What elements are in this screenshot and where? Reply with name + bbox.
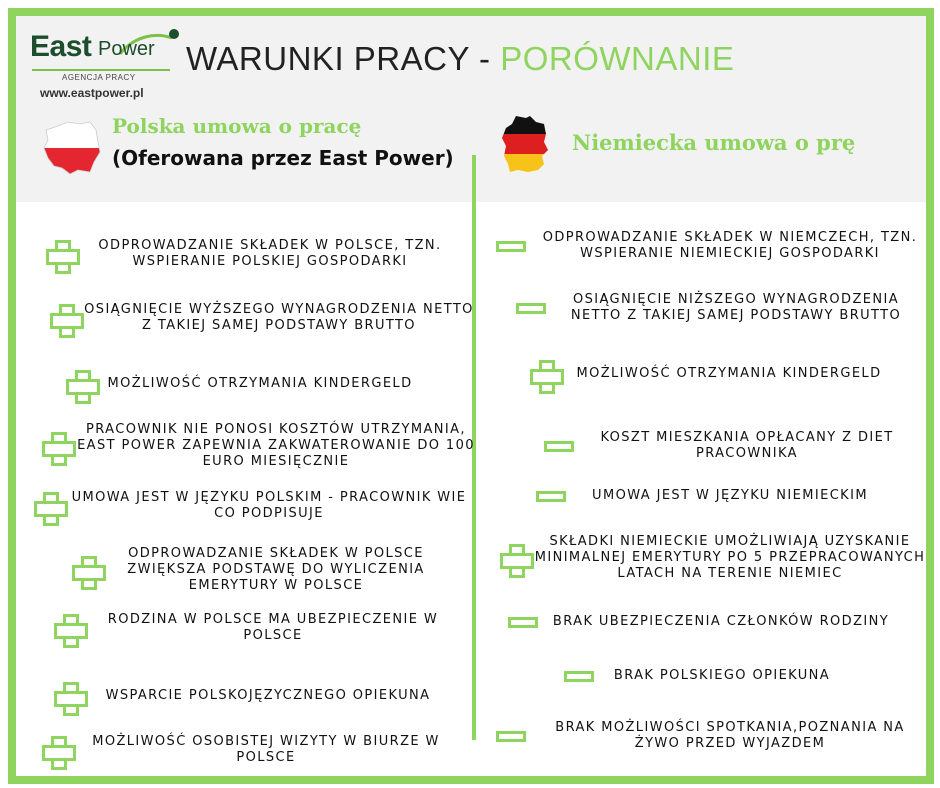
plus-icon — [530, 360, 558, 388]
german-item-text: SKŁADKI NIEMIECKIE UMOŻLIWIAJĄ UZYSKANIE MINIMALNEJ EMERYTURY PO 5 PRZEPRACOWANYCH LATACH NA TERENIE NIEMIEC — [534, 534, 926, 581]
polish-item — [66, 370, 420, 398]
polish-item — [50, 302, 474, 334]
polish-title: Polska umowa o pracę — [112, 114, 362, 138]
german-item-text: ODPROWADZANIE SKŁADEK W NIEMCZECH, TZN. WSPIERANIE NIEMIECKIEJ GOSPODARKI — [542, 230, 918, 261]
plus-icon — [34, 492, 62, 520]
german-item-text: UMOWA JEST W JĘZYKU NIEMIECKIM — [592, 488, 868, 503]
plus-icon — [66, 370, 94, 398]
polish-item — [34, 490, 470, 522]
polish-item-text: MOŻLIWOŚĆ OSOBISTEJ WIZYTY W BIURZE W POLSCE — [92, 734, 440, 765]
minus-icon — [508, 617, 538, 628]
minus-icon — [496, 241, 526, 252]
polish-item-text: ODPROWADZANIE SKŁADEK W POLSCE ZWIĘKSZA PODSTAWĘ DO WYLICZENIA EMERYTURY W POLSCE — [127, 546, 425, 593]
german-item — [530, 360, 894, 388]
polish-item — [72, 546, 446, 594]
minus-icon — [544, 441, 574, 452]
plus-icon — [72, 556, 100, 584]
logo-agency: AGENCJA PRACY — [62, 73, 136, 82]
german-item-text: BRAK UBEZPIECZENIA CZŁONKÓW RODZINY — [552, 614, 890, 629]
logo-url[interactable]: www.eastpower.pl — [40, 86, 144, 100]
polish-column-header — [112, 114, 454, 170]
title-main: WARUNKI PRACY — [186, 40, 470, 77]
german-item-text: MOŻLIWOŚĆ OTRZYMANIA KINDERGELD — [576, 366, 882, 381]
german-item — [496, 720, 926, 752]
german-item — [508, 614, 896, 630]
logo-power: Power — [98, 38, 155, 60]
german-item — [516, 292, 918, 324]
german-item-text: BRAK POLSKIEGO OPIEKUNA — [613, 668, 831, 683]
german-title: Niemiecka umowa o prę — [572, 130, 856, 155]
german-item-text: OSIĄGNIĘCIE NIŻSZEGO WYNAGRODZENIA NETTO Z TAKIEJ SAMEJ PODSTAWY BRUTTO — [570, 292, 902, 323]
polish-subtitle: (Oferowana przez East Power) — [112, 146, 454, 170]
polish-item-text: OSIĄGNIĘCIE WYŻSZEGO WYNAGRODZENIA NETTO Z TAKIEJ SAMEJ PODSTAWY BRUTTO — [84, 302, 474, 333]
polish-item-text: RODZINA W POLSCE MA UBEZPIECZENIE W POLSCE — [107, 612, 439, 643]
minus-icon — [536, 491, 566, 502]
german-item — [500, 534, 926, 582]
german-item — [496, 230, 926, 262]
german-item — [544, 430, 912, 462]
plus-icon — [500, 544, 528, 572]
polish-item-text: WSPARCIE POLSKOJĘZYCZNEGO OPIEKUNA — [105, 688, 431, 703]
title-highlight: PORÓWNANIE — [500, 40, 735, 77]
logo-east: East — [30, 30, 92, 63]
polish-item — [42, 422, 476, 470]
logo-divider — [32, 69, 170, 71]
polish-item-text: UMOWA JEST W JĘZYKU POLSKIM - PRACOWNIK WIE CO PODPISUJE — [71, 490, 467, 521]
plus-icon — [54, 614, 82, 642]
polish-item — [46, 238, 460, 270]
polish-item — [54, 612, 458, 644]
polish-item — [54, 682, 448, 710]
plus-icon — [42, 736, 70, 764]
plus-icon — [54, 682, 82, 710]
german-item-text: KOSZT MIESZKANIA OPŁACANY Z DIET PRACOWNIKA — [600, 430, 894, 461]
german-item-text: BRAK MOŻLIWOŚCI SPOTKANIA,POZNANIA NA ŻYWO PRZED WYJAZDEM — [555, 720, 905, 751]
plus-icon — [46, 240, 74, 268]
plus-icon — [42, 432, 70, 460]
polish-item-text: ODPROWADZANIE SKŁADEK W POLSCE, TZN. WSPIERANIE POLSKIEJ GOSPODARKI — [98, 238, 442, 269]
polish-item-text: PRACOWNIK NIE PONOSI KOSZTÓW UTRZYMANIA, EAST POWER ZAPEWNIA ZAKWATEROWANIE DO 100 EURO MIESIĘCZNIE — [77, 422, 475, 469]
title-dash: - — [479, 40, 491, 77]
minus-icon — [496, 731, 526, 742]
plus-icon — [50, 304, 78, 332]
german-item — [536, 488, 886, 504]
poland-map-flag-icon — [40, 116, 102, 178]
page-title — [186, 40, 734, 78]
minus-icon — [564, 671, 594, 682]
polish-item-text: MOŻLIWOŚĆ OTRZYMANIA KINDERGELD — [107, 376, 413, 391]
german-item — [564, 668, 842, 684]
germany-map-flag-icon — [500, 114, 550, 174]
minus-icon — [516, 303, 546, 314]
polish-item — [42, 734, 456, 766]
infographic-frame — [8, 8, 934, 784]
eastpower-logo — [30, 28, 180, 108]
